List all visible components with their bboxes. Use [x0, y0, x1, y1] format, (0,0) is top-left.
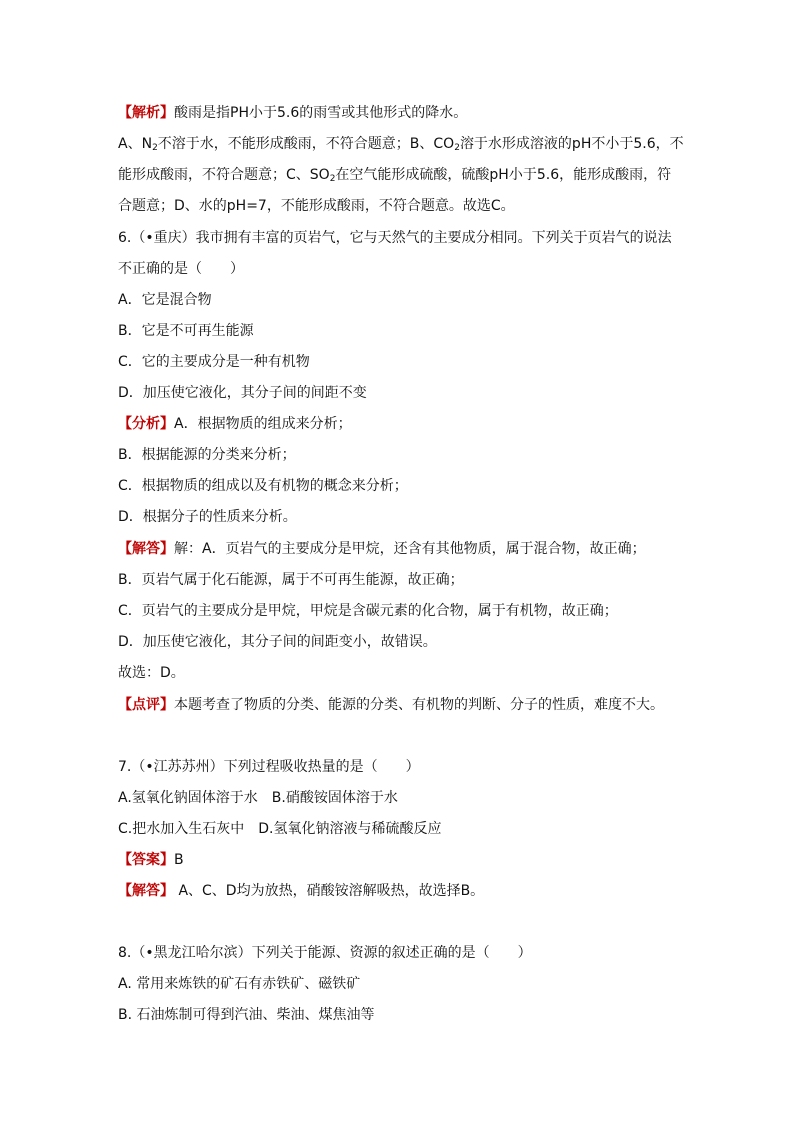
- jieda-text: 解：A．页岩气的主要成分是甲烷，还含有其他物质，属于混合物，故正确；: [174, 541, 646, 557]
- fenxi-text: A．根据物质的组成来分析；: [174, 416, 352, 432]
- jieda-text: A、C、D均为放热，硝酸铵溶解吸热，故选择B。: [174, 883, 485, 899]
- subscript: 2: [454, 143, 460, 153]
- q6-dianping-line: [118, 695, 694, 715]
- q6-fenxi-line-c: C．根据物质的组成以及有机物的概念来分析；: [118, 478, 408, 494]
- text-segment: 溶于水形成溶液的pH不小于5.6，不: [459, 136, 684, 152]
- fenxi-tag: 【分析】: [118, 416, 174, 432]
- text-segment: 能形成酸雨，不符合题意；C、SO: [118, 167, 330, 183]
- q8-stem: 8.（•黑龙江哈尔滨）下列关于能源、资源的叙述正确的是（ ）: [118, 945, 532, 961]
- q6-option-c: C．它的主要成分是一种有机物: [118, 354, 310, 370]
- q6-jieda-line-b: B．页岩气属于化石能源，属于不可再生能源，故正确；: [118, 572, 464, 588]
- analysis-tag: 【解析】: [118, 105, 174, 121]
- q5-analysis-line-1: [118, 134, 694, 154]
- text-segment: 不溶于水，不能形成酸雨，不符合题意；B、CO: [157, 136, 455, 152]
- q6-option-d: D．加压使它液化，其分子间的间距不变: [118, 385, 367, 401]
- q5-analysis-line: [118, 103, 694, 123]
- q6-fenxi-line-d: D．根据分子的性质来分析。: [118, 509, 297, 525]
- q7-stem: 7.（•江苏苏州）下列过程吸收热量的是（ ）: [118, 759, 420, 775]
- q6-answer: 故选：D。: [118, 665, 185, 681]
- text-segment: 在空气能形成硫酸，硫酸pH小于5.6，能形成酸雨，符: [335, 167, 672, 183]
- text-segment: A、N: [118, 136, 153, 152]
- q6-stem-line-1: 6.（•重庆）我市拥有丰富的页岩气，它与天然气的主要成分相同。下列关于页岩气的说法: [118, 230, 672, 246]
- dianping-tag: 【点评】: [118, 697, 174, 713]
- q6-jieda-line-a: [118, 539, 694, 559]
- q6-option-a: A．它是混合物: [118, 292, 212, 308]
- q7-jieda-line: [118, 881, 694, 901]
- q7-options-ab: A.氢氧化钠固体溶于水 B.硝酸铵固体溶于水: [118, 790, 398, 806]
- q6-option-b: B．它是不可再生能源: [118, 323, 254, 339]
- jieda-tag: 【解答】: [118, 541, 174, 557]
- jieda-tag: 【解答】: [118, 883, 174, 899]
- q8-option-b: B. 石油炼制可得到汽油、柴油、煤焦油等: [118, 1007, 375, 1023]
- daan-text: B: [174, 852, 184, 868]
- q7-daan-line: [118, 850, 694, 870]
- dianping-text: 本题考查了物质的分类、能源的分类、有机物的判断、分子的性质，难度不大。: [174, 697, 664, 713]
- subscript: 2: [329, 174, 336, 184]
- q6-stem-line-2: 不正确的是（ ）: [118, 261, 244, 277]
- daan-tag: 【答案】: [118, 852, 174, 868]
- q7-options-cd: C.把水加入生石灰中 D.氢氧化钠溶液与稀硫酸反应: [118, 821, 442, 837]
- q5-analysis-line-3: 合题意；D、水的pH=7，不能形成酸雨，不符合题意。故选C。: [118, 198, 515, 214]
- q8-option-a: A. 常用来炼铁的矿石有赤铁矿、磁铁矿: [118, 976, 361, 992]
- q6-jieda-line-c: C．页岩气的主要成分是甲烷，甲烷是含碳元素的化合物，属于有机物，故正确；: [118, 603, 618, 619]
- q6-fenxi-line-b: B．根据能源的分类来分析；: [118, 447, 296, 463]
- q6-jieda-line-d: D．加压使它液化，其分子间的间距变小，故错误。: [118, 634, 437, 650]
- q6-fenxi-line-a: [118, 414, 694, 434]
- analysis-text: 酸雨是指PH小于5.6的雨雪或其他形式的降水。: [174, 105, 468, 121]
- q5-analysis-line-2: [118, 165, 694, 185]
- subscript: 2: [152, 143, 158, 153]
